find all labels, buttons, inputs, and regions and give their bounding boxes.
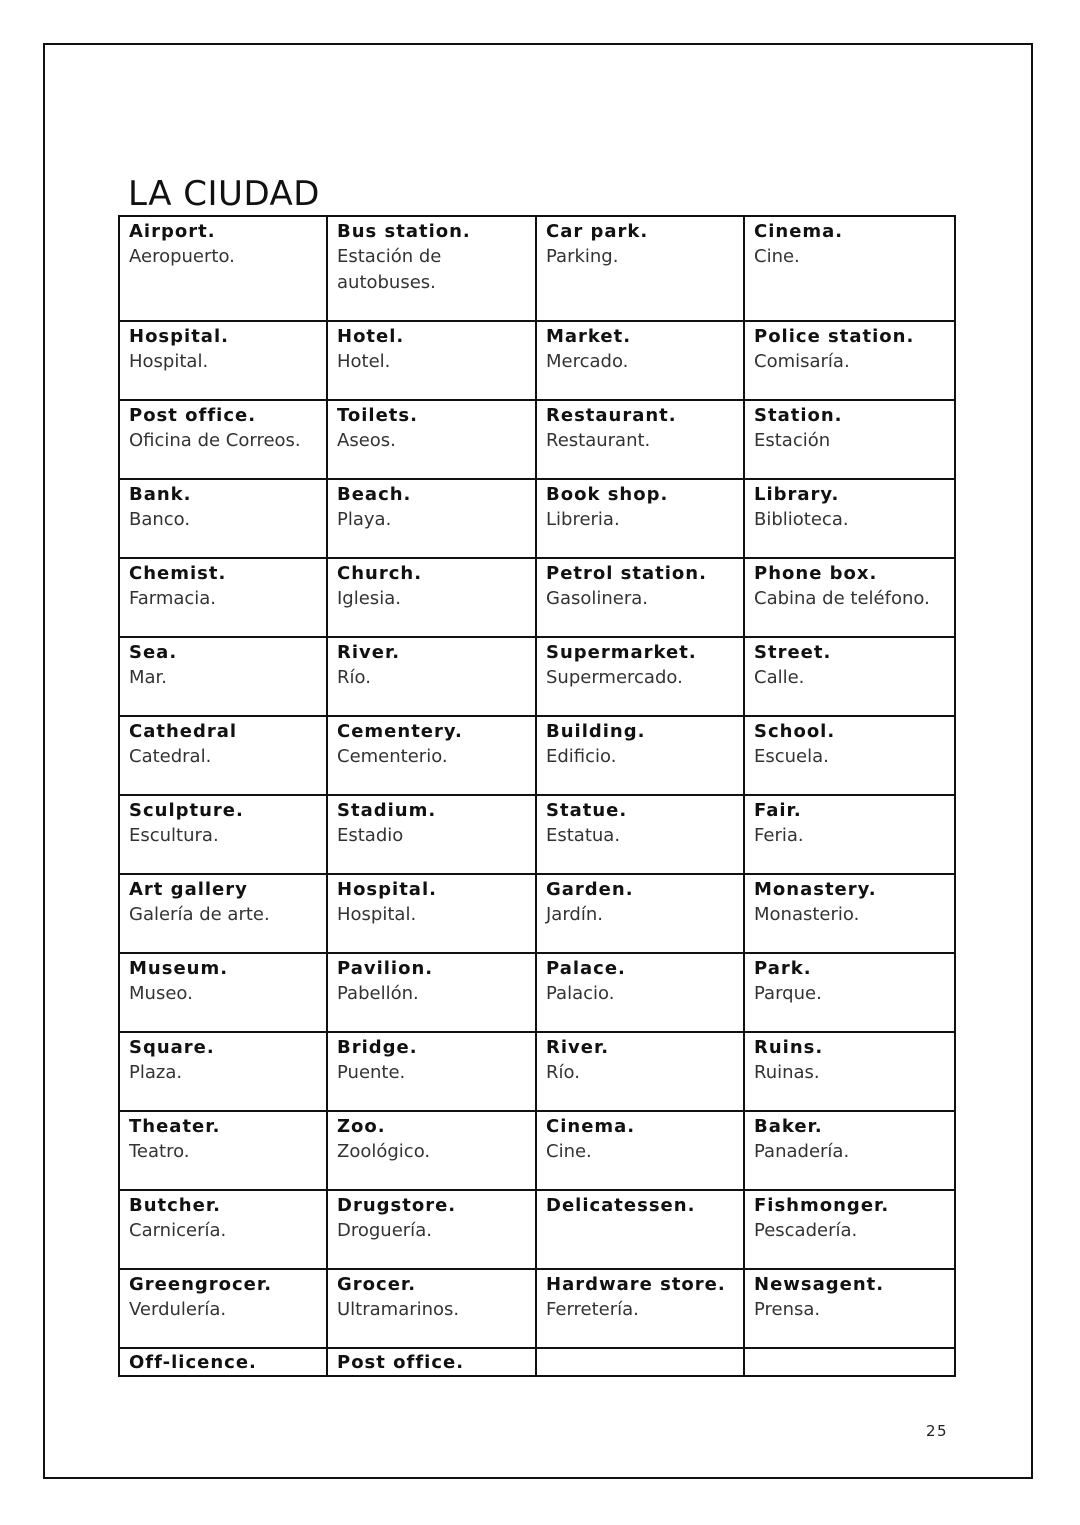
english-term: Building. xyxy=(546,721,646,742)
english-term: Library. xyxy=(754,484,840,505)
english-term: Police station. xyxy=(754,326,915,347)
spanish-translation: Oficina de Correos. xyxy=(129,430,301,451)
vocab-cell xyxy=(744,1111,955,1190)
spanish-translation: Carnicería. xyxy=(129,1220,227,1241)
spanish-translation: Supermercado. xyxy=(546,667,683,688)
vocab-cell xyxy=(744,558,955,637)
spanish-translation: Aeropuerto. xyxy=(129,246,235,267)
vocab-cell xyxy=(536,874,744,953)
spanish-translation: Playa. xyxy=(337,509,392,530)
spanish-translation: Río. xyxy=(546,1062,580,1083)
english-term: Greengrocer. xyxy=(129,1274,273,1295)
vocab-cell xyxy=(327,1190,536,1269)
vocab-cell xyxy=(119,558,327,637)
english-term: Post office. xyxy=(129,405,257,426)
vocab-cell xyxy=(327,1348,536,1376)
spanish-translation: Teatro. xyxy=(129,1141,190,1162)
table-row xyxy=(119,1269,955,1348)
english-term: Cementery. xyxy=(337,721,463,742)
spanish-translation: Estación de autobuses. xyxy=(337,246,442,293)
english-term: Fair. xyxy=(754,800,802,821)
english-term: Bus station. xyxy=(337,221,471,242)
vocab-cell xyxy=(744,874,955,953)
english-term: Market. xyxy=(546,326,632,347)
spanish-translation: Restaurant. xyxy=(546,430,651,451)
table-row xyxy=(119,216,955,321)
vocab-cell xyxy=(744,637,955,716)
spanish-translation: Mercado. xyxy=(546,351,629,372)
spanish-translation: Droguería. xyxy=(337,1220,432,1241)
english-term: Statue. xyxy=(546,800,628,821)
spanish-translation: Mar. xyxy=(129,667,168,688)
spanish-translation: Río. xyxy=(337,667,371,688)
vocab-cell xyxy=(744,321,955,400)
vocab-cell xyxy=(536,953,744,1032)
vocab-cell xyxy=(536,321,744,400)
vocab-cell xyxy=(744,953,955,1032)
vocab-cell xyxy=(536,1111,744,1190)
spanish-translation: Edificio. xyxy=(546,746,617,767)
spanish-translation: Pescadería. xyxy=(754,1220,858,1241)
vocab-cell xyxy=(119,637,327,716)
english-term: School. xyxy=(754,721,836,742)
spanish-translation: Comisaría. xyxy=(754,351,850,372)
vocab-cell xyxy=(119,795,327,874)
english-term: Sea. xyxy=(129,642,178,663)
vocab-cell xyxy=(327,1032,536,1111)
english-term: Bank. xyxy=(129,484,192,505)
vocab-cell xyxy=(119,1111,327,1190)
english-term: Garden. xyxy=(546,879,634,900)
english-term: Cinema. xyxy=(754,221,844,242)
spanish-translation: Hospital. xyxy=(337,904,417,925)
vocab-cell xyxy=(536,1348,744,1376)
vocab-cell xyxy=(744,1269,955,1348)
spanish-translation: Pabellón. xyxy=(337,983,419,1004)
english-term: Phone box. xyxy=(754,563,878,584)
vocabulary-table xyxy=(118,215,956,1377)
english-term: Cinema. xyxy=(546,1116,636,1137)
vocabulary-table-body xyxy=(119,216,955,1376)
spanish-translation: Verdulería. xyxy=(129,1299,227,1320)
english-term: Art gallery xyxy=(129,879,248,900)
english-term: Zoo. xyxy=(337,1116,386,1137)
table-row xyxy=(119,479,955,558)
vocab-cell xyxy=(119,1269,327,1348)
table-row xyxy=(119,1190,955,1269)
vocab-cell xyxy=(536,1032,744,1111)
english-term: Car park. xyxy=(546,221,649,242)
english-term: Palace. xyxy=(546,958,626,979)
english-term: Petrol station. xyxy=(546,563,707,584)
english-term: Theater. xyxy=(129,1116,221,1137)
spanish-translation: Panadería. xyxy=(754,1141,850,1162)
table-row xyxy=(119,874,955,953)
vocab-cell xyxy=(327,1269,536,1348)
spanish-translation: Hospital. xyxy=(129,351,209,372)
spanish-translation: Estación xyxy=(754,430,831,451)
english-term: Street. xyxy=(754,642,832,663)
spanish-translation: Jardín. xyxy=(546,904,603,925)
spanish-translation: Escultura. xyxy=(129,825,219,846)
english-term: Station. xyxy=(754,405,843,426)
vocab-cell xyxy=(744,400,955,479)
vocab-cell xyxy=(119,1190,327,1269)
vocab-cell xyxy=(327,953,536,1032)
english-term: Fishmonger. xyxy=(754,1195,890,1216)
vocab-cell xyxy=(119,716,327,795)
vocab-cell xyxy=(119,874,327,953)
vocab-cell xyxy=(327,400,536,479)
english-term: Hardware store. xyxy=(546,1274,726,1295)
english-term: Grocer. xyxy=(337,1274,417,1295)
vocab-cell xyxy=(119,479,327,558)
table-row xyxy=(119,716,955,795)
spanish-translation: Parque. xyxy=(754,983,822,1004)
vocab-cell xyxy=(536,400,744,479)
english-term: Toilets. xyxy=(337,405,418,426)
english-term: Post office. xyxy=(337,1352,465,1373)
spanish-translation: Cine. xyxy=(546,1141,592,1162)
vocab-cell xyxy=(744,795,955,874)
spanish-translation: Iglesia. xyxy=(337,588,401,609)
vocab-cell xyxy=(744,1032,955,1111)
vocab-cell xyxy=(119,1032,327,1111)
vocab-cell xyxy=(744,1348,955,1376)
vocab-cell xyxy=(536,795,744,874)
vocab-cell xyxy=(119,1348,327,1376)
english-term: Beach. xyxy=(337,484,412,505)
spanish-translation: Libreria. xyxy=(546,509,620,530)
spanish-translation: Estatua. xyxy=(546,825,621,846)
vocab-cell xyxy=(327,479,536,558)
spanish-translation: Hotel. xyxy=(337,351,391,372)
english-term: Stadium. xyxy=(337,800,437,821)
vocab-cell xyxy=(744,216,955,321)
spanish-translation: Zoológico. xyxy=(337,1141,431,1162)
spanish-translation: Ruinas. xyxy=(754,1062,820,1083)
english-term: Chemist. xyxy=(129,563,227,584)
spanish-translation: Monasterio. xyxy=(754,904,860,925)
table-row xyxy=(119,1032,955,1111)
spanish-translation: Puente. xyxy=(337,1062,406,1083)
english-term: Ruins. xyxy=(754,1037,824,1058)
spanish-translation: Biblioteca. xyxy=(754,509,849,530)
spanish-translation: Cabina de teléfono. xyxy=(754,588,930,609)
spanish-translation: Estadio xyxy=(337,825,404,846)
english-term: Hotel. xyxy=(337,326,405,347)
page-number: 25 xyxy=(926,1422,949,1440)
vocab-cell xyxy=(536,216,744,321)
table-row xyxy=(119,400,955,479)
vocab-cell xyxy=(744,1190,955,1269)
spanish-translation: Galería de arte. xyxy=(129,904,270,925)
table-row xyxy=(119,795,955,874)
english-term: Airport. xyxy=(129,221,216,242)
table-row xyxy=(119,1348,955,1376)
vocab-cell xyxy=(536,1190,744,1269)
english-term: Cathedral xyxy=(129,721,238,742)
english-term: Supermarket. xyxy=(546,642,697,663)
english-term: Off-licence. xyxy=(129,1352,257,1373)
spanish-translation: Museo. xyxy=(129,983,193,1004)
english-term: Monastery. xyxy=(754,879,877,900)
spanish-translation: Farmacia. xyxy=(129,588,217,609)
vocab-cell xyxy=(119,953,327,1032)
english-term: Restaurant. xyxy=(546,405,677,426)
vocab-cell xyxy=(536,558,744,637)
spanish-translation: Cine. xyxy=(754,246,800,267)
spanish-translation: Feria. xyxy=(754,825,804,846)
spanish-translation: Aseos. xyxy=(337,430,396,451)
spanish-translation: Prensa. xyxy=(754,1299,821,1320)
spanish-translation: Palacio. xyxy=(546,983,615,1004)
english-term: Book shop. xyxy=(546,484,669,505)
table-row xyxy=(119,1111,955,1190)
english-term: Pavilion. xyxy=(337,958,434,979)
english-term: Delicatessen. xyxy=(546,1195,696,1216)
vocab-cell xyxy=(119,321,327,400)
vocab-cell xyxy=(327,795,536,874)
spanish-translation: Parking. xyxy=(546,246,619,267)
page-title: LA CIUDAD xyxy=(128,174,320,214)
table-row xyxy=(119,953,955,1032)
spanish-translation: Gasolinera. xyxy=(546,588,649,609)
vocab-cell xyxy=(536,716,744,795)
spanish-translation: Ferretería. xyxy=(546,1299,639,1320)
spanish-translation: Banco. xyxy=(129,509,191,530)
vocab-cell xyxy=(327,716,536,795)
vocab-cell xyxy=(536,479,744,558)
english-term: Bridge. xyxy=(337,1037,418,1058)
spanish-translation: Ultramarinos. xyxy=(337,1299,460,1320)
table-row xyxy=(119,637,955,716)
vocab-cell xyxy=(536,1269,744,1348)
english-term: Museum. xyxy=(129,958,229,979)
vocab-cell xyxy=(119,216,327,321)
vocab-cell xyxy=(536,637,744,716)
spanish-translation: Plaza. xyxy=(129,1062,183,1083)
spanish-translation: Catedral. xyxy=(129,746,212,767)
english-term: Baker. xyxy=(754,1116,823,1137)
vocab-cell xyxy=(327,1111,536,1190)
english-term: Hospital. xyxy=(337,879,437,900)
english-term: Newsagent. xyxy=(754,1274,885,1295)
vocab-cell xyxy=(327,216,536,321)
vocab-cell xyxy=(119,400,327,479)
vocab-cell xyxy=(327,637,536,716)
vocab-cell xyxy=(744,479,955,558)
english-term: Sculpture. xyxy=(129,800,244,821)
english-term: River. xyxy=(546,1037,610,1058)
spanish-translation: Cementerio. xyxy=(337,746,448,767)
table-row xyxy=(119,558,955,637)
english-term: Hospital. xyxy=(129,326,229,347)
vocab-cell xyxy=(327,321,536,400)
english-term: Square. xyxy=(129,1037,215,1058)
english-term: Church. xyxy=(337,563,423,584)
english-term: Park. xyxy=(754,958,812,979)
vocab-cell xyxy=(327,874,536,953)
vocab-cell xyxy=(327,558,536,637)
english-term: Drugstore. xyxy=(337,1195,457,1216)
table-row xyxy=(119,321,955,400)
english-term: Butcher. xyxy=(129,1195,221,1216)
spanish-translation: Escuela. xyxy=(754,746,829,767)
english-term: River. xyxy=(337,642,401,663)
spanish-translation: Calle. xyxy=(754,667,805,688)
vocab-cell xyxy=(744,716,955,795)
